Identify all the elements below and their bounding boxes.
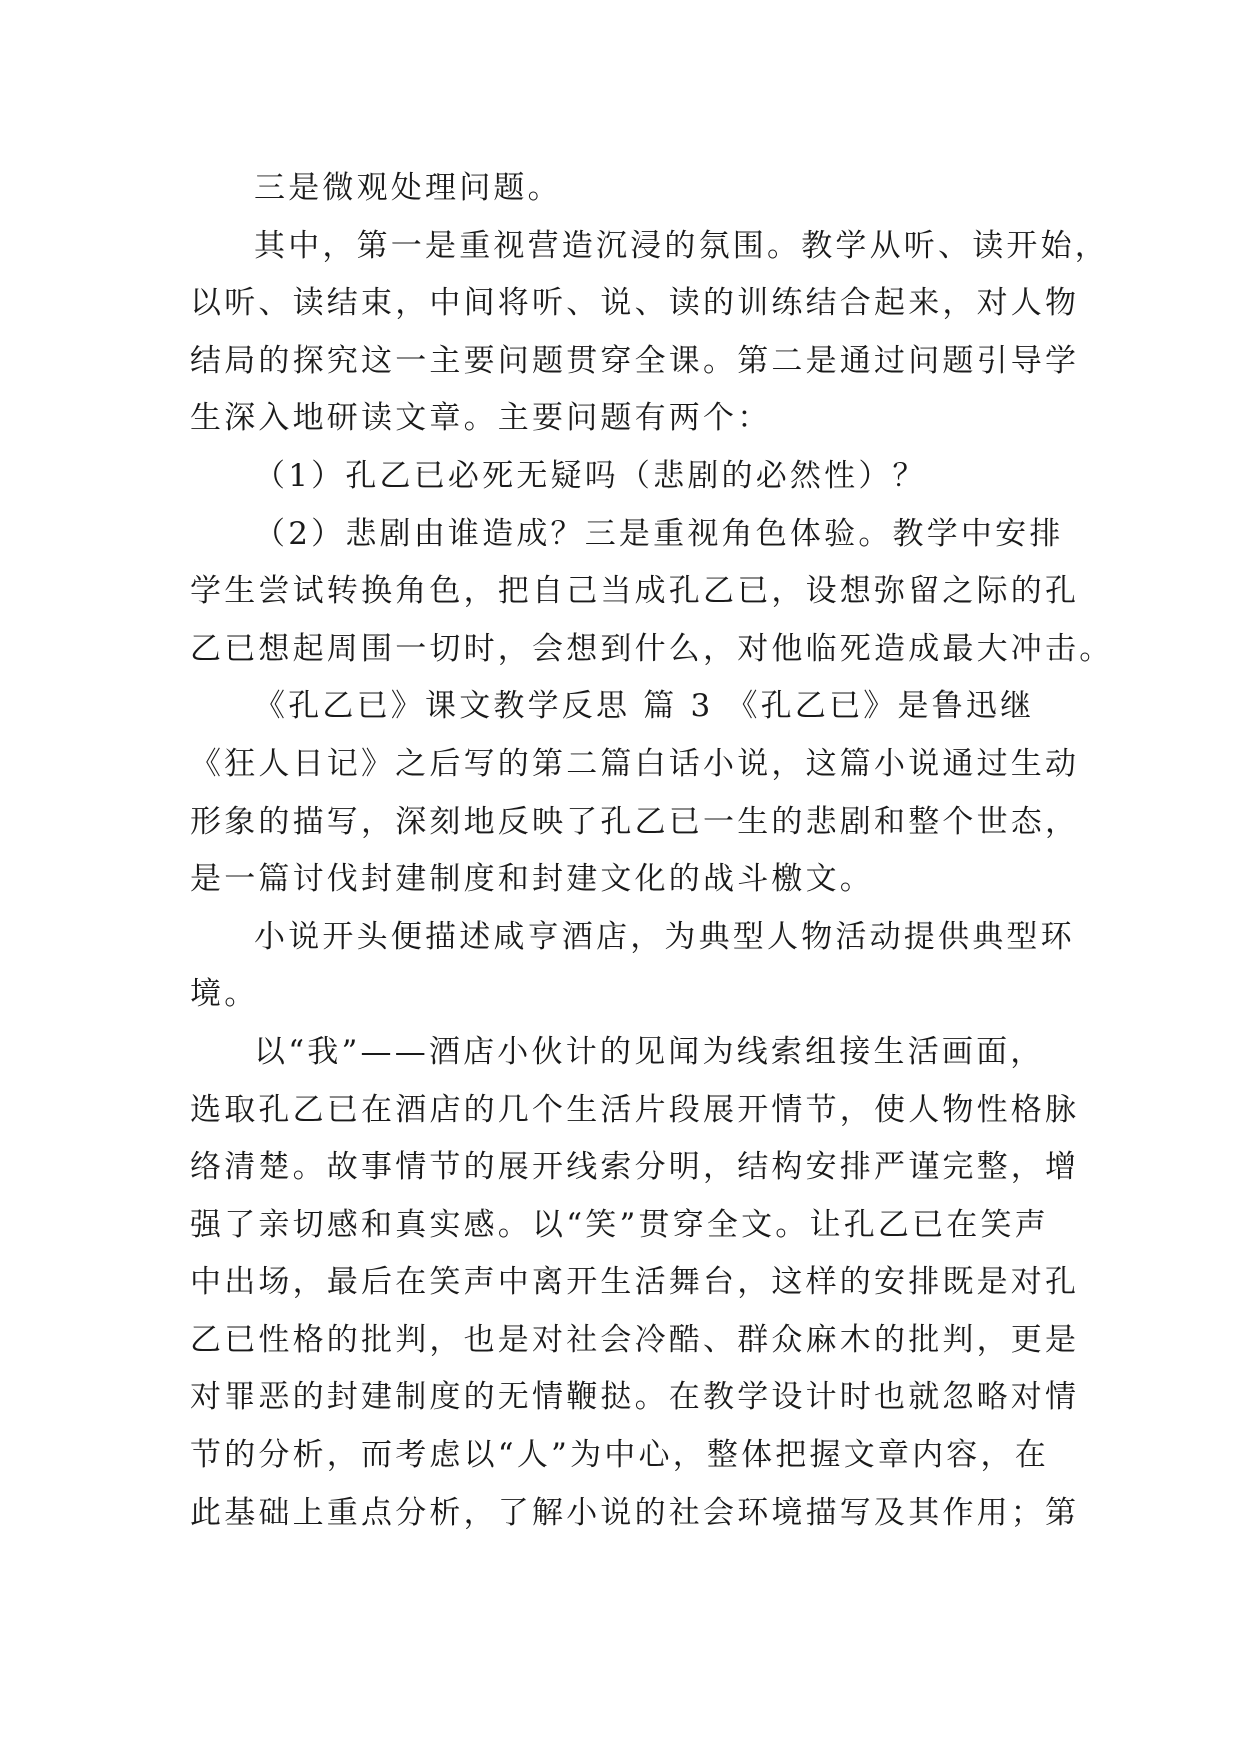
text-line: 以“我”——酒店小伙计的见闻为线索组接生活画面， (254, 1033, 1045, 1070)
text-line: 络清楚。故事情节的展开线索分明，结构安排严谨完整，增 (190, 1149, 1080, 1186)
text-line: 选取孔乙已在酒店的几个生活片段展开情节，使人物性格脉 (190, 1091, 1080, 1128)
text-line: 是一篇讨伐封建制度和封建文化的战斗檄文。 (190, 861, 874, 898)
text-line: 结局的探究这一主要问题贯穿全课。第二是通过问题引导学 (190, 342, 1080, 379)
text-line: 以听、读结束，中间将听、说、读的训练结合起来，对人物 (190, 285, 1080, 322)
text-line: 境。 (190, 976, 259, 1013)
text-line: 《狂人日记》之后写的第二篇白话小说，这篇小说通过生动 (190, 745, 1080, 782)
text-line: （1）孔乙已必死无疑吗（悲剧的必然性）？ (254, 457, 927, 494)
text-line: 乙已想起周围一切时，会想到什么，对他临死造成最大冲击。 (190, 630, 1114, 667)
text-line: 学生尝试转换角色，把自己当成孔乙已，设想弥留之际的孔 (190, 573, 1080, 610)
body-text (190, 160, 1114, 1542)
section-heading-line: 《孔乙已》课文教学反思 篇 3 《孔乙已》是鲁迅继 (254, 688, 1035, 725)
text-line: 节的分析，而考虑以“人”为中心，整体把握文章内容，在 (190, 1437, 1049, 1474)
text-line: 中出场，最后在笑声中离开生活舞台，这样的安排既是对孔 (190, 1264, 1080, 1301)
text-line: 对罪恶的封建制度的无情鞭挞。在教学设计时也就忽略对情 (190, 1379, 1080, 1416)
text-line: 小说开头便描述咸亨酒店，为典型人物活动提供典型环 (254, 918, 1075, 955)
text-line: 生深入地研读文章。主要问题有两个： (190, 400, 772, 437)
text-line: 此基础上重点分析，了解小说的社会环境描写及其作用；第 (190, 1494, 1080, 1531)
text-line: 三是微观处理问题。 (254, 170, 562, 206)
text-line: 形象的描写，深刻地反映了孔乙已一生的悲剧和整个世态， (190, 803, 1080, 840)
text-line: 乙已性格的批判，也是对社会冷酷、群众麻木的批判，更是 (190, 1321, 1080, 1358)
text-line: 强了亲切感和真实感。以“笑”贯穿全文。让孔乙已在笑声 (190, 1206, 1049, 1243)
text-line: （2）悲剧由谁造成？三是重视角色体验。教学中安排 (254, 515, 1064, 552)
text-line: 其中，第一是重视营造沉浸的氛围。教学从听、读开始， (254, 227, 1109, 264)
